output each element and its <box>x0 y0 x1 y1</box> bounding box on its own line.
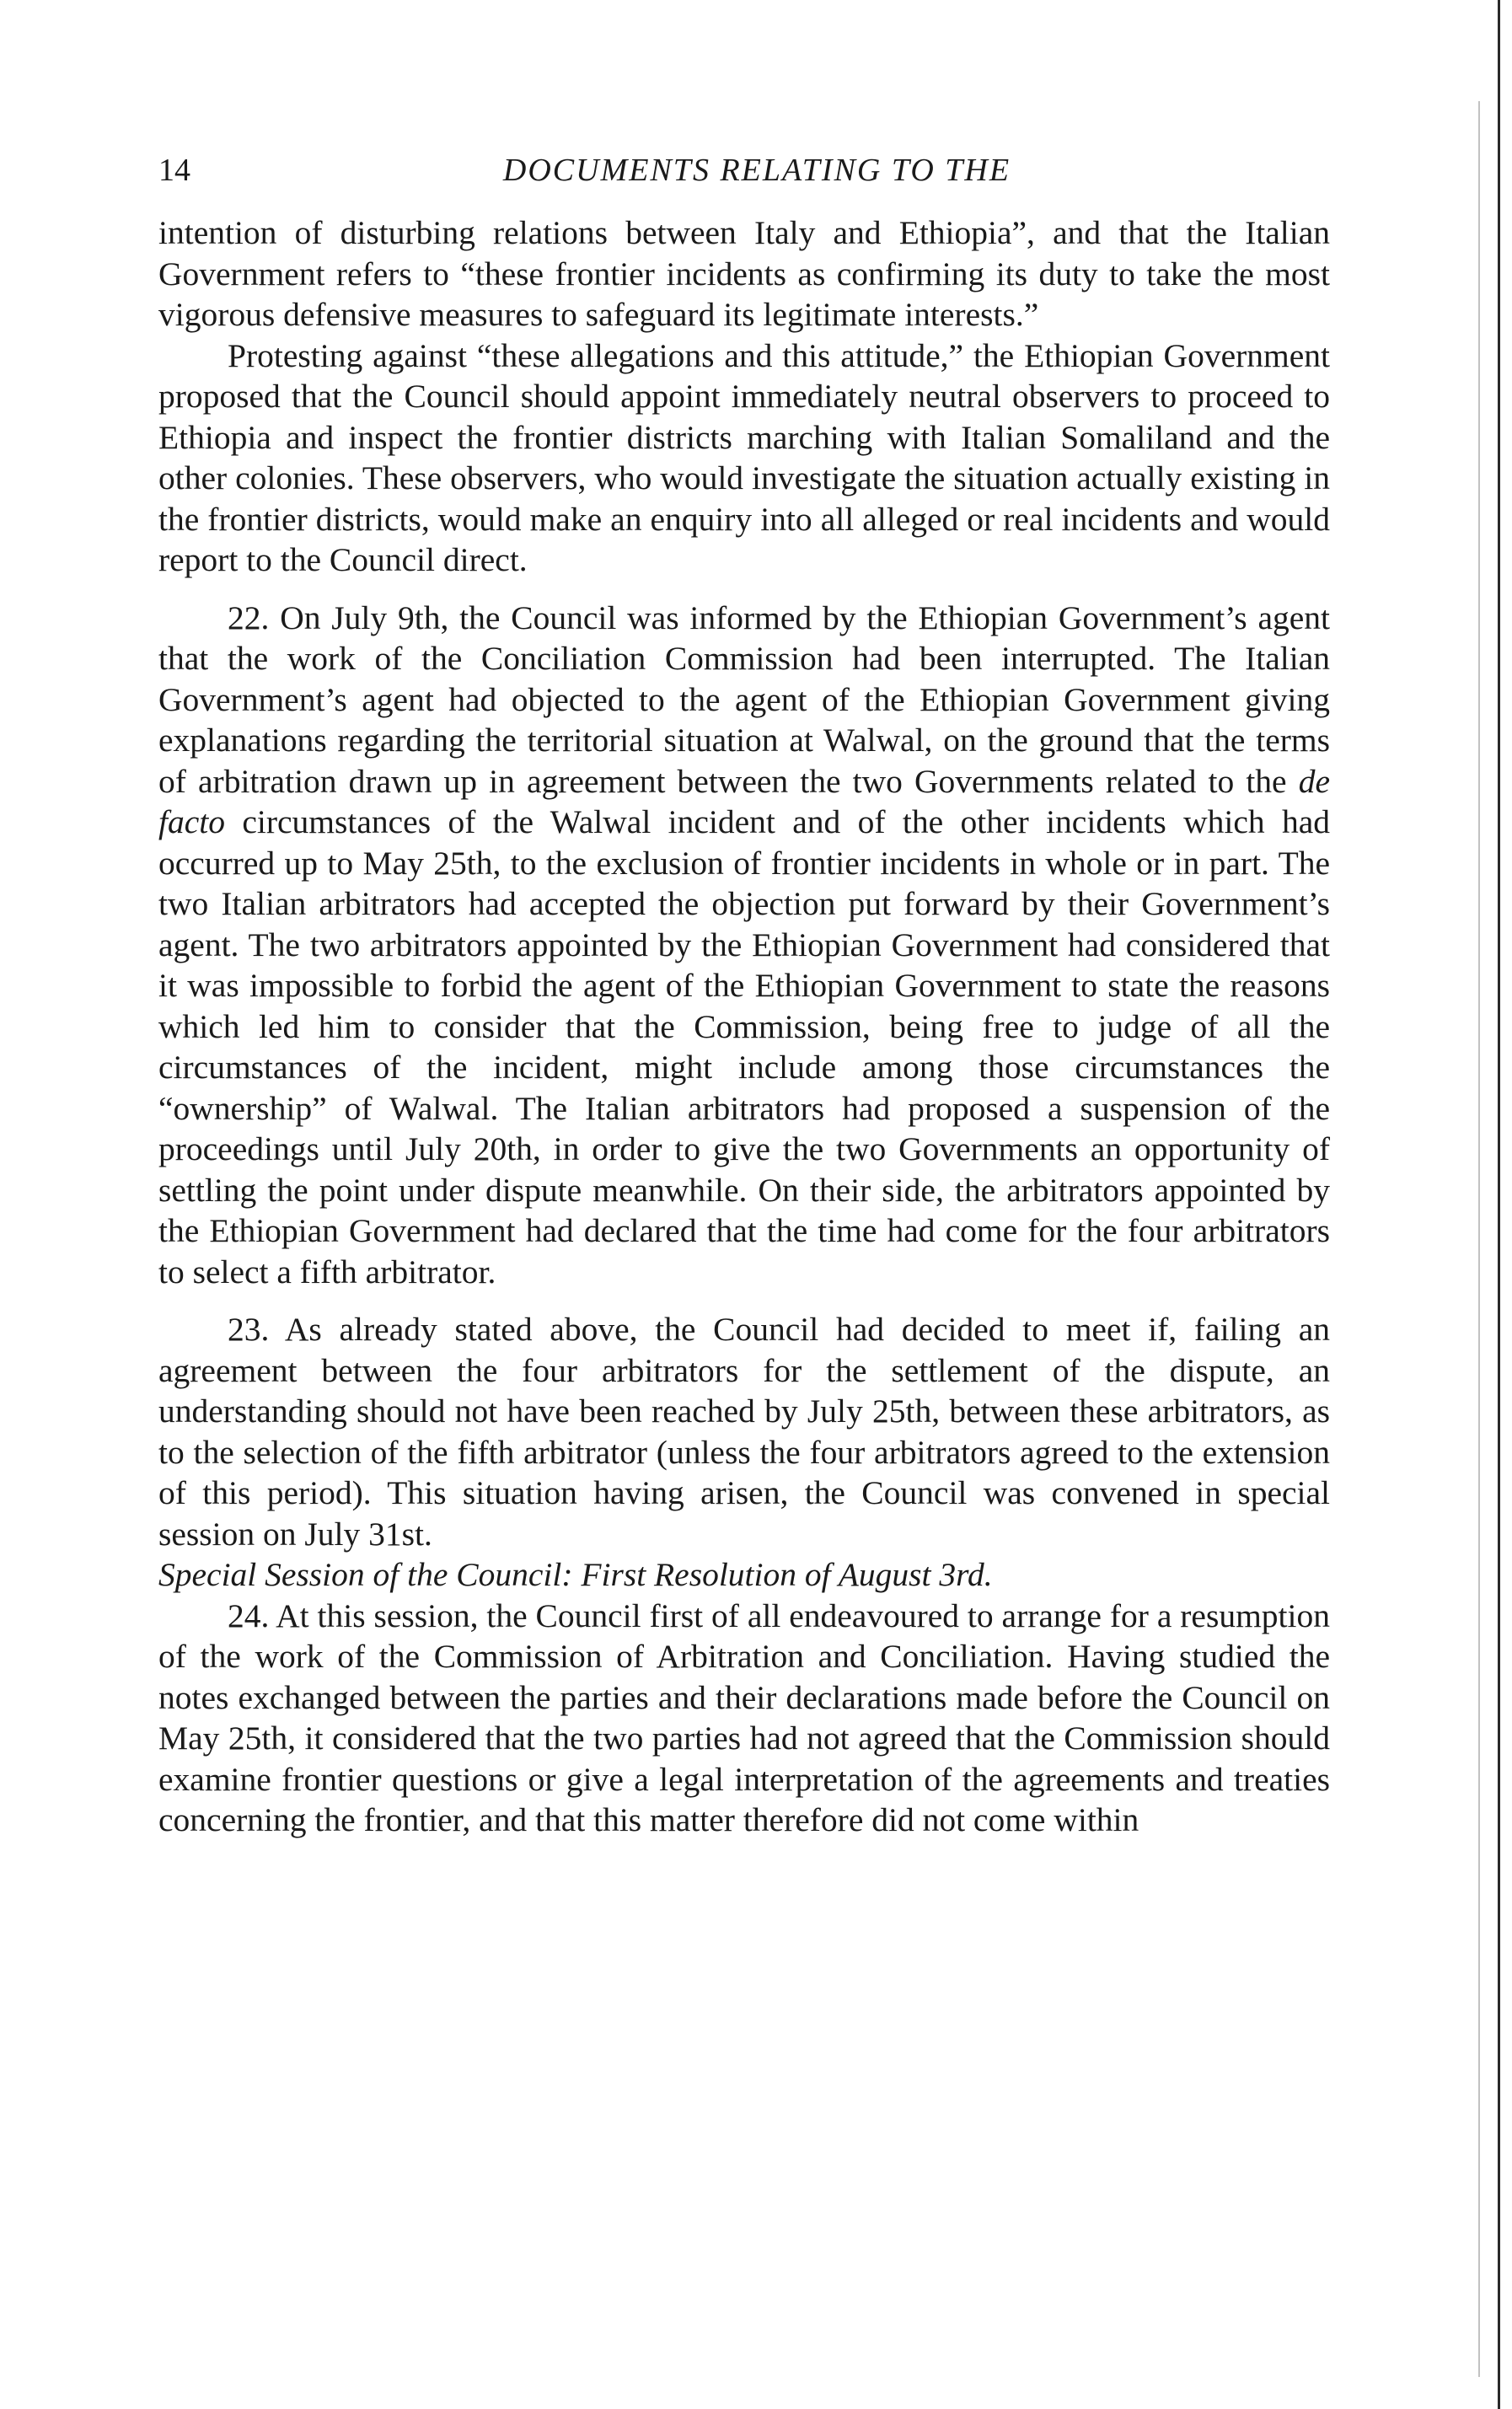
paragraph-22-italic: de facto <box>158 762 1331 840</box>
paragraph-22-part-a: 22. On July 9th, the Council was informed by the Ethiopian Government’s agent that the work of the Conciliation Commission had been interrupted. The Italian Government’s agent had objected to the agent of the Ethiopian Government giving explanations regarding the territorial situation at Walwal, on the ground that the terms of arbitration drawn up in agreement between the two Governments related to the <box>158 598 1330 800</box>
body-text <box>158 212 1330 1841</box>
paragraph-22 <box>158 598 1330 1293</box>
page-edge-line <box>1498 0 1500 2409</box>
paragraph-24: 24. At this session, the Council first of all endeavoured to arrange for a resumption of the work of the Commission of Arbitration and Conciliation. Having studied the notes exchanged between the parties and their declarations made before the Council on May 25th, it considered that the two parties had not agreed that the Commission should examine frontier questions or give a legal interpretation of the agreements and treaties concerning the frontier, and that this matter therefore did not come within <box>158 1596 1330 1838</box>
page-header <box>158 152 1355 202</box>
section-heading: Special Session of the Council: First Resolution of August 3rd. <box>158 1556 993 1593</box>
running-title: DOCUMENTS RELATING TO THE <box>502 153 1011 188</box>
paragraph-22-part-b: circumstances of the Walwal incident and of the other incidents which had occurred up to May 25th, to the exclusion of frontier incidents in whole or in part. The two Italian arbitrators had accepted the objection put forward by their Government’s agent. The two arbitrators appointed by the Ethiopian Government had considered that it was impossible to forbid the agent of the Ethiopian Government to state the reasons which led him to consider that the Commission, being free to judge of all the circumstances of the incident, might include among those circumstances the “ownership” of Walwal. The Italian arbitrators had proposed a suspension of the proceedings until July 20th, in order to give the two Governments an opportunity of settling the point under dispute meanwhile. On their side, the arbitrators appointed by the Ethiopian Government had declared that the time had come for the four arbitrators to select a fifth arbitrator. <box>158 803 1330 1290</box>
paragraph-protest: Protesting against “these allegations and this attitude,” the Ethiopian Government proposed that the Council should appoint immediately neutral observers to proceed to Ethiopia and inspect the frontier districts marching with Italian Somaliland and the other colonies. These observers, who would investigate the situation actually existing in the frontier districts, would make an enquiry into all alleged or real incidents and would report to the Council direct. <box>158 336 1330 578</box>
paragraph-23: 23. As already stated above, the Council had decided to meet if, failing an agreement between the four arbitrators for the settlement of the dispute, an understanding should not have been reached by July 25th, between these arbitrators, as to the selection of the fifth arbitrator (unless the four arbitrators agreed to the extension of this period). This situation having arisen, the Council was convened in special session on July 31st. <box>158 1311 1330 1553</box>
paragraph-continued: intention of disturbing relations between Italy and Ethiopia”, and that the Italian Government refers to “these frontier incidents as confirming its duty to take the most vigorous defensive measures to safeguard its legitimate interests.” <box>158 214 1330 333</box>
page-number: 14 <box>158 153 190 188</box>
page-edge-shadow <box>1478 101 1480 2377</box>
